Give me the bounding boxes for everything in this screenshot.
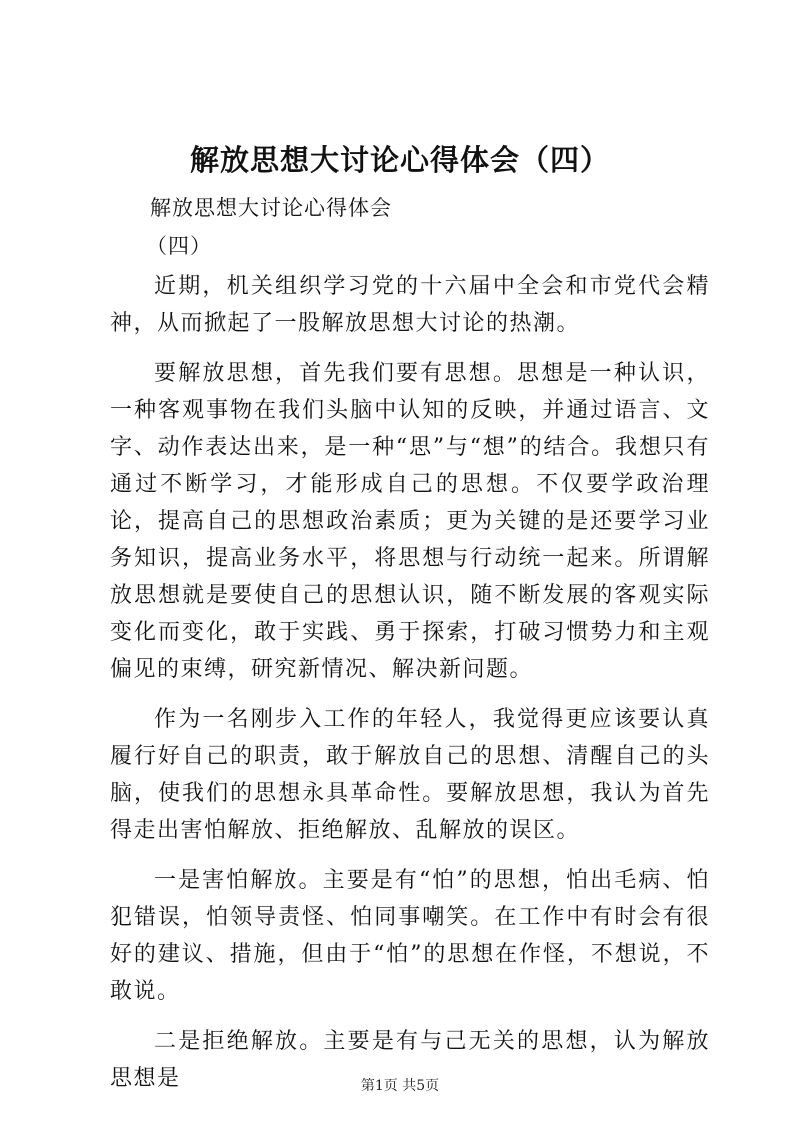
paragraph: 要解放思想，首先我们要有思想。思想是一种认识，一种客观事物在我们头脑中认知的反映，并通过语言、文字、动作表达出来，是一种“思”与“想”的结合。我想只有通过不断学习，才能形成自己的思想。不仅要学政治理论，提高自己的思想政治素质；更为关键的是还要学习业务知识，提高业务水平，将思想与行动统一起来。所谓解放思想就是要使自己的思想认识，随不断发展的客观实际变化而变化，敢于实践、勇于探索，打破习惯势力和主观偏见的束缚，研究新情况、解决新问题。 [110, 361, 710, 682]
paragraph: 二是拒绝解放。主要是有与己无关的思想，认为解放思想是 [110, 1029, 710, 1091]
paragraph: 近期，机关组织学习党的十六届中全会和市党代会精神，从而掀起了一股解放思想大讨论的热潮。 [110, 274, 710, 336]
document-body [110, 268, 710, 1097]
page-footer: 第1页 共5页 [360, 1078, 440, 1094]
paragraph: 一是害怕解放。主要是有“怕”的思想，怕出毛病、怕犯错误，怕领导责怪、怕同事嘲笑。在工作中有时会有很好的建议、措施，但由于“怕”的思想在作怪，不想说，不敢说。 [110, 868, 710, 1004]
paragraph: 作为一名刚步入工作的年轻人，我觉得更应该要认真履行好自己的职责，敢于解放自己的思想、清醒自己的头脑，使我们的思想永具革命性。要解放思想，我认为首先得走出害怕解放、拒绝解放、乱解放的误区。 [110, 707, 710, 843]
document-title: 解放思想大讨论心得体会（四） [189, 143, 610, 177]
document-subtitle-number: （四） [146, 234, 212, 258]
document-subtitle: 解放思想大讨论心得体会 [150, 196, 392, 220]
